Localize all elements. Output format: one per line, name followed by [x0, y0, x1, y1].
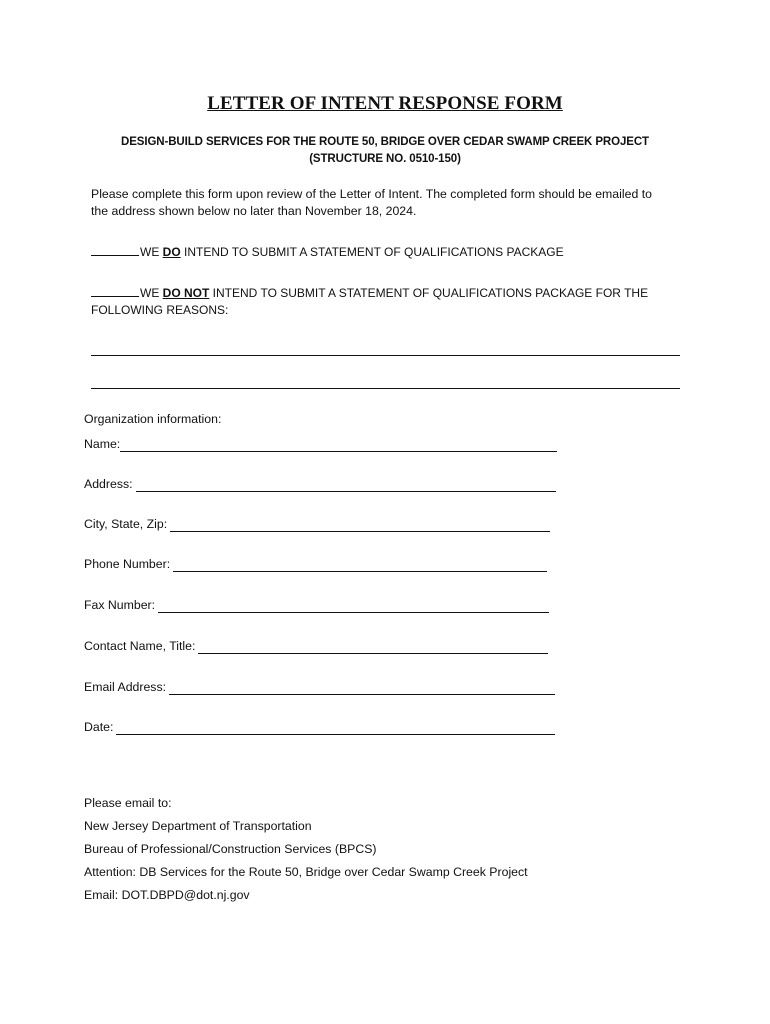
phone-field[interactable] [173, 559, 547, 572]
name-label: Name: [84, 437, 121, 451]
date-field[interactable] [116, 722, 555, 735]
fax-label: Fax Number: [84, 598, 156, 612]
contact-label: Contact Name, Title: [84, 639, 196, 653]
email-field-row [84, 679, 555, 695]
instructions-paragraph [91, 186, 691, 220]
option-do-not-intend [91, 285, 691, 319]
name-field-row [84, 436, 557, 452]
date-label: Date: [84, 720, 114, 734]
contact-field-row [84, 638, 548, 654]
email-to-attention: Attention: DB Services for the Route 50, Bridge over Cedar Swamp Creek Project [84, 865, 528, 879]
email-to-agency: New Jersey Department of Transportation [84, 819, 312, 833]
email-to-address: Email: DOT.DBPD@dot.nj.gov [84, 888, 250, 902]
structure-number: (STRUCTURE NO. 0510-150) [309, 153, 461, 165]
form-title: LETTER OF INTENT RESPONSE FORM [207, 93, 563, 114]
project-subtitle: DESIGN-BUILD SERVICES FOR THE ROUTE 50, BRIDGE OVER CEDAR SWAMP CREEK PROJECT [121, 136, 649, 148]
option-do-intend [91, 244, 691, 261]
contact-field[interactable] [198, 641, 548, 654]
fax-field[interactable] [158, 600, 549, 613]
do-intend-prefix: WE [140, 245, 163, 259]
address-field-row [84, 476, 556, 492]
city-state-zip-field[interactable] [170, 519, 550, 532]
instructions-line-2: the address shown below no later than November 18, 2024. [91, 204, 417, 218]
do-not-intend-checkmark-blank[interactable] [91, 285, 139, 297]
email-to-heading: Please email to: [84, 796, 172, 810]
address-label: Address: [84, 477, 133, 491]
do-not-intend-prefix: WE [140, 286, 163, 300]
email-field[interactable] [169, 682, 555, 695]
organization-heading: Organization information: [84, 412, 222, 426]
fax-field-row [84, 597, 549, 613]
city-state-zip-label: City, State, Zip: [84, 517, 168, 531]
address-field[interactable] [136, 479, 556, 492]
phone-label: Phone Number: [84, 557, 171, 571]
do-not-intend-text: INTEND TO SUBMIT A STATEMENT OF QUALIFICATIONS PACKAGE FOR THE [209, 286, 649, 300]
reasons-line-1[interactable] [91, 355, 680, 356]
instructions-line-1: Please complete this form upon review of the Letter of Intent. The completed form should be emailed to [91, 187, 652, 201]
city-state-zip-field-row [84, 516, 550, 532]
do-intend-checkmark-blank[interactable] [91, 244, 139, 256]
do-intend-emphasis: DO [162, 245, 181, 259]
date-field-row [84, 719, 555, 735]
email-label: Email Address: [84, 680, 167, 694]
reasons-line-2[interactable] [91, 388, 680, 389]
email-to-bureau: Bureau of Professional/Construction Services (BPCS) [84, 842, 377, 856]
do-not-intend-line-2: FOLLOWING REASONS: [91, 303, 229, 317]
do-not-intend-emphasis: DO NOT [162, 286, 210, 300]
name-field[interactable] [120, 439, 557, 452]
do-intend-text: INTEND TO SUBMIT A STATEMENT OF QUALIFICATIONS PACKAGE [180, 245, 564, 259]
phone-field-row [84, 556, 547, 572]
